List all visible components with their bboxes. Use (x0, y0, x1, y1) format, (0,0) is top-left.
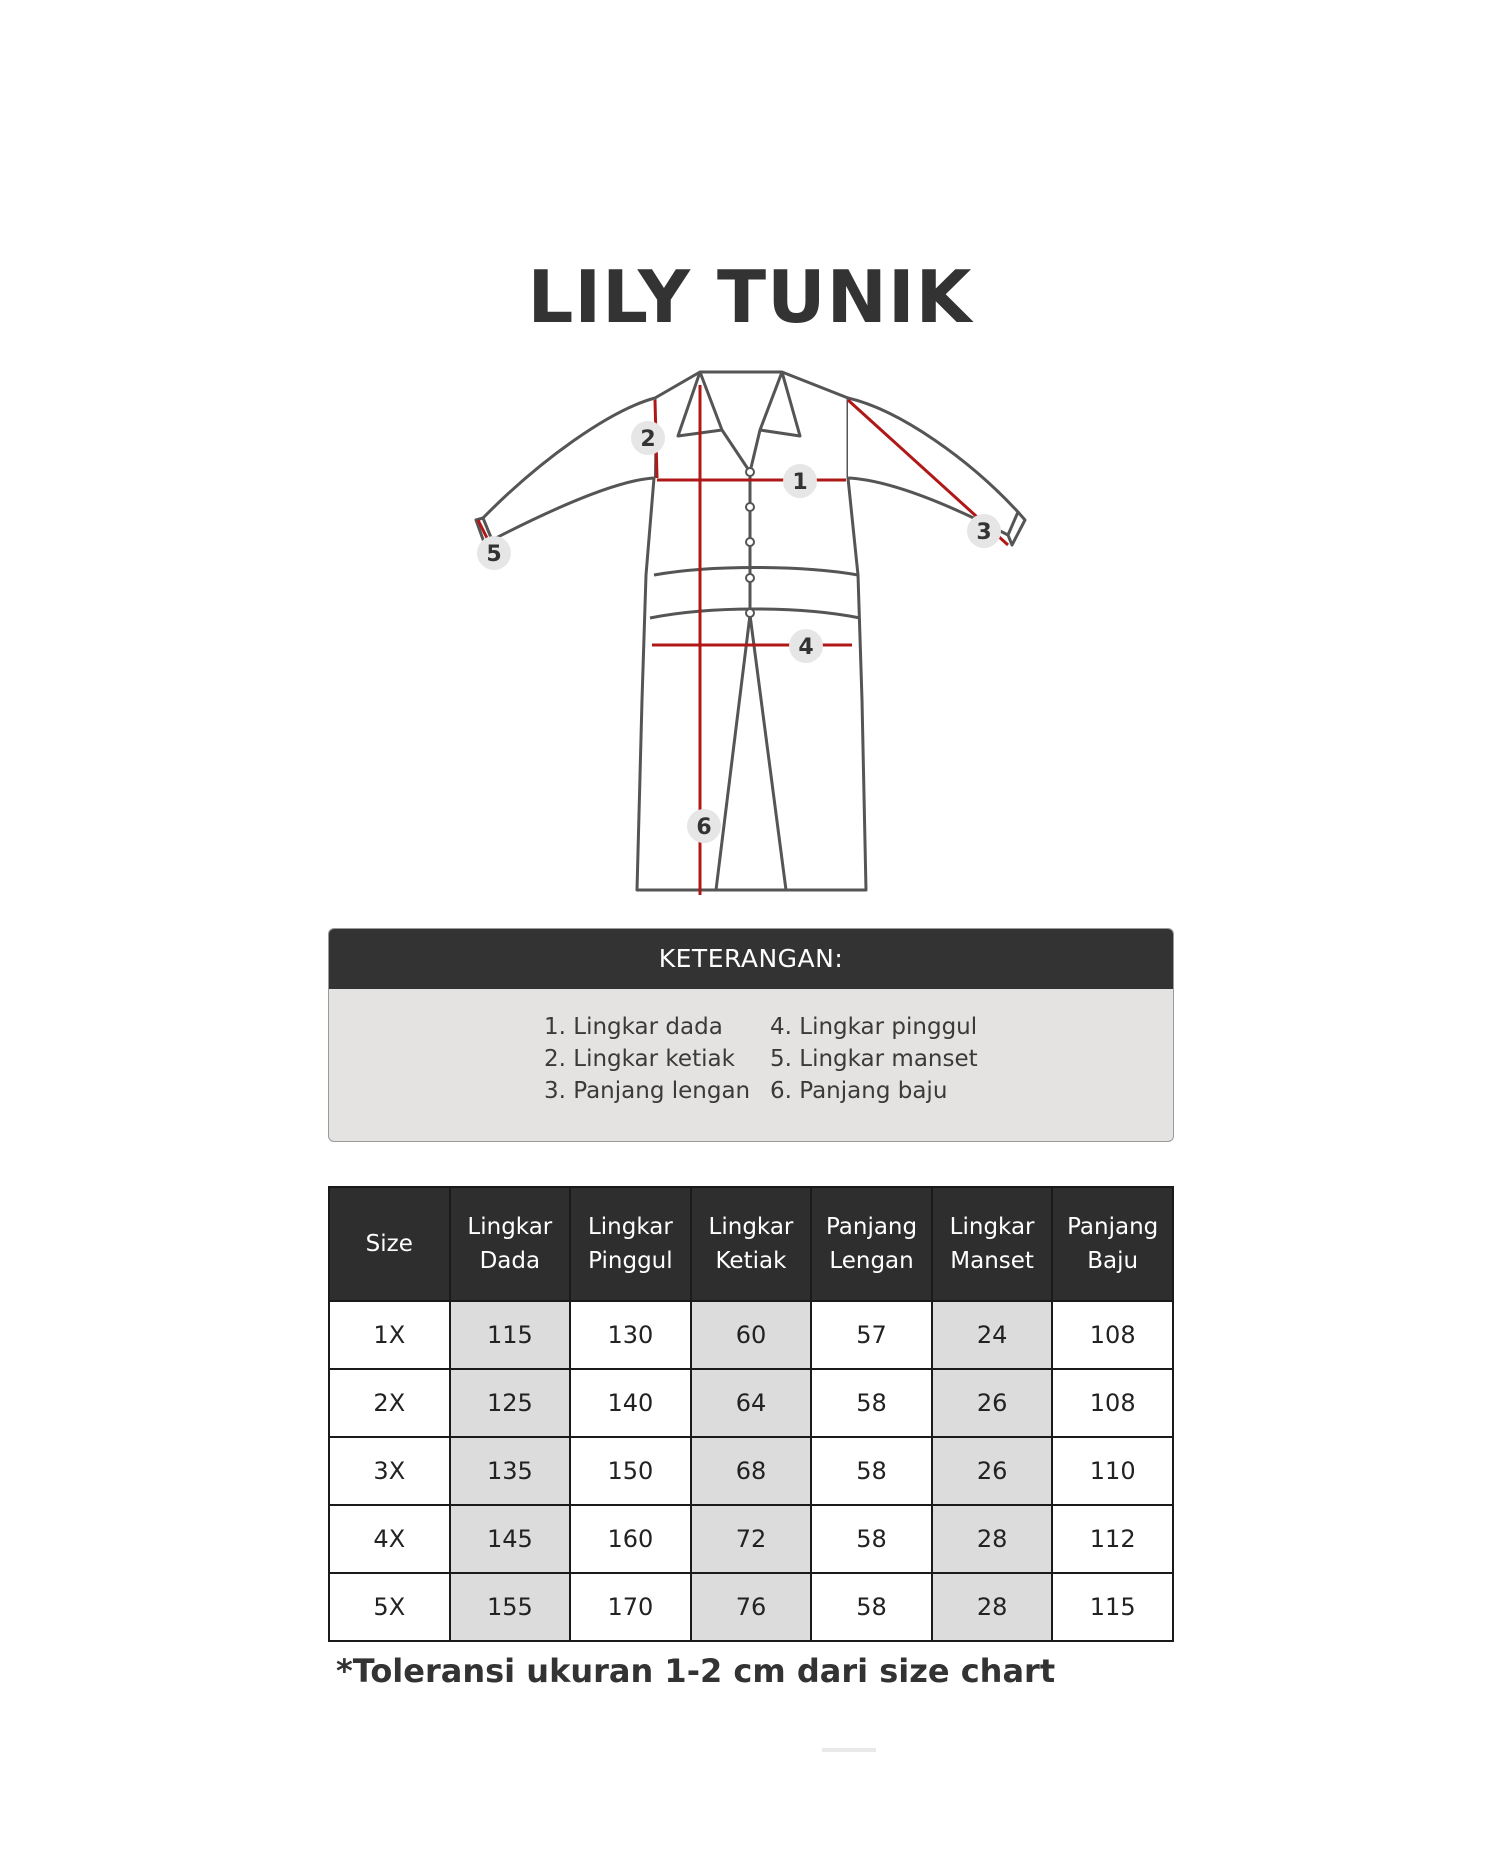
legend-item: 2. Lingkar ketiak (544, 1046, 735, 1072)
table-cell: 1X (329, 1301, 450, 1369)
tunic-outline (476, 372, 1025, 890)
size-chart-table (328, 1186, 1174, 1642)
legend-item: 1. Lingkar dada (544, 1014, 723, 1040)
marker-6 (687, 809, 721, 843)
table-row (329, 1301, 1173, 1369)
table-cell: 170 (570, 1573, 691, 1641)
table-row (329, 1505, 1173, 1573)
table-cell: 26 (932, 1369, 1053, 1437)
marker-4 (789, 629, 823, 663)
svg-text:4: 4 (798, 635, 814, 660)
column-header-lingkar-pinggul: Lingkar Pinggul (570, 1187, 691, 1301)
table-cell: 135 (450, 1437, 571, 1505)
table-cell: 2X (329, 1369, 450, 1437)
column-header-lingkar-ketiak: Lingkar Ketiak (691, 1187, 812, 1301)
faint-mark (822, 1748, 876, 1752)
table-cell: 57 (811, 1301, 932, 1369)
page-title: LILY TUNIK (527, 255, 973, 339)
column-header-panjang-baju: Panjang Baju (1052, 1187, 1173, 1301)
table-cell: 76 (691, 1573, 812, 1641)
tolerance-note: *Toleransi ukuran 1-2 cm dari size chart (336, 1652, 1056, 1690)
table-row (329, 1369, 1173, 1437)
column-header-lingkar-manset: Lingkar Manset (932, 1187, 1053, 1301)
table-cell: 4X (329, 1505, 450, 1573)
legend-item: 5. Lingkar manset (770, 1046, 978, 1072)
table-row (329, 1573, 1173, 1641)
table-cell: 58 (811, 1573, 932, 1641)
column-header-lingkar-dada: Lingkar Dada (450, 1187, 571, 1301)
svg-text:2: 2 (640, 427, 656, 452)
table-header-row (329, 1187, 1173, 1301)
legend-item: 3. Panjang lengan (544, 1078, 751, 1104)
legend-column-left (544, 1011, 750, 1107)
table-cell: 60 (691, 1301, 812, 1369)
table-cell: 26 (932, 1437, 1053, 1505)
table-row (329, 1437, 1173, 1505)
legend-box (328, 928, 1174, 1142)
legend-heading: KETERANGAN: (329, 929, 1173, 989)
table-cell: 115 (450, 1301, 571, 1369)
table-cell: 64 (691, 1369, 812, 1437)
table-cell: 160 (570, 1505, 691, 1573)
table-cell: 5X (329, 1573, 450, 1641)
table-cell: 58 (811, 1505, 932, 1573)
marker-3 (967, 514, 1001, 548)
table-cell: 130 (570, 1301, 691, 1369)
table-cell: 58 (811, 1437, 932, 1505)
marker-1 (783, 464, 817, 498)
legend-column-right (770, 1011, 978, 1107)
table-cell: 68 (691, 1437, 812, 1505)
table-cell: 125 (450, 1369, 571, 1437)
table-cell: 155 (450, 1573, 571, 1641)
legend-item: 4. Lingkar pinggul (770, 1014, 978, 1040)
table-cell: 112 (1052, 1505, 1173, 1573)
table-cell: 28 (932, 1573, 1053, 1641)
legend-item: 6. Panjang baju (770, 1078, 948, 1104)
table-cell: 108 (1052, 1301, 1173, 1369)
column-header-size: Size (329, 1187, 450, 1301)
table-cell: 28 (932, 1505, 1053, 1573)
table-cell: 150 (570, 1437, 691, 1505)
table-cell: 24 (932, 1301, 1053, 1369)
svg-text:1: 1 (792, 470, 808, 495)
tunic-measurement-diagram (0, 0, 1500, 920)
table-cell: 108 (1052, 1369, 1173, 1437)
svg-text:6: 6 (696, 815, 712, 840)
table-cell: 140 (570, 1369, 691, 1437)
table-cell: 72 (691, 1505, 812, 1573)
svg-text:3: 3 (976, 520, 992, 545)
marker-5 (477, 536, 511, 570)
table-cell: 145 (450, 1505, 571, 1573)
table-cell: 58 (811, 1369, 932, 1437)
table-cell: 115 (1052, 1573, 1173, 1641)
marker-2 (631, 421, 665, 455)
table-cell: 110 (1052, 1437, 1173, 1505)
column-header-panjang-lengan: Panjang Lengan (811, 1187, 932, 1301)
table-cell: 3X (329, 1437, 450, 1505)
svg-text:5: 5 (486, 542, 502, 567)
